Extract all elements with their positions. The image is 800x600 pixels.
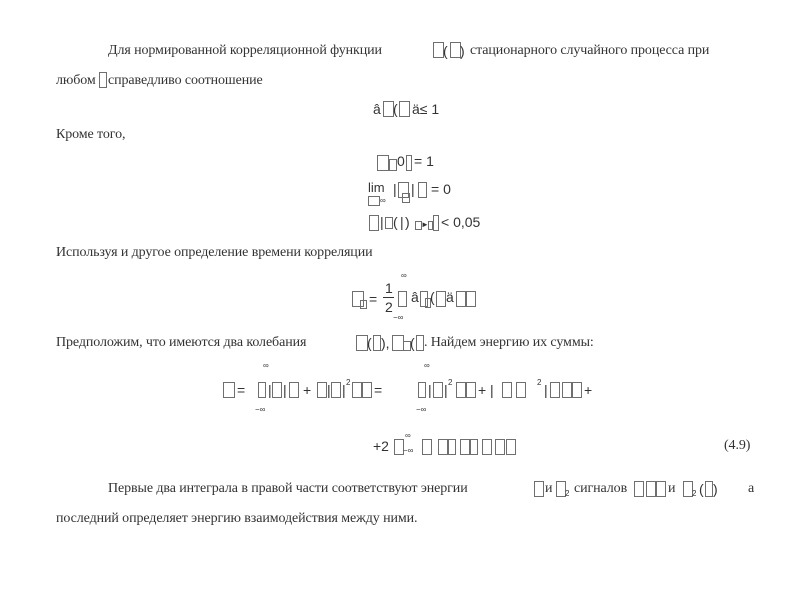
fraction-bar [383,297,394,298]
formula-7-a: +2 [373,438,389,454]
text-p2b: справедливо соотношение [108,73,263,88]
text-last1d: и [668,481,676,496]
symbol-placeholder [438,439,448,455]
symbol-placeholder [373,335,381,351]
paren: ( [430,289,435,305]
text-p1a: Для нормированной корреляционной функции [108,43,382,58]
bar: | [444,382,448,398]
text-p1b: стационарного случайного процесса при [470,43,710,58]
text-last1e: а [748,481,755,496]
symbol-placeholder [418,382,426,398]
bar: | [400,214,404,230]
bar: | [327,382,331,398]
symbol-placeholder [258,382,266,398]
bar: | [283,382,287,398]
symbol-placeholder [385,217,393,229]
paren: ) [405,214,410,230]
symbol-placeholder [705,481,713,497]
text-last1c: сигналов [574,481,628,496]
equation-number: (4.9) [724,438,751,453]
symbol-placeholder [360,300,367,309]
paren: 0 [397,153,405,169]
sub: 2 [565,489,570,498]
formula-3-sub: ∞ [380,196,386,205]
paren: ( [443,43,448,59]
formula-3-lim: lim [368,180,385,195]
symbol-placeholder [331,382,341,398]
sup: 2 [346,378,351,387]
formula-5-b: ä [446,289,454,305]
symbol-placeholder [289,382,299,398]
symbol-placeholder [456,291,466,307]
symbol-placeholder [516,382,526,398]
inf-top: ∞ [424,361,430,370]
symbol-placeholder [317,382,327,398]
formula-5-num: 1 [385,280,393,296]
symbol-placeholder [506,439,516,455]
symbol-placeholder [433,215,439,231]
symbol-placeholder [399,101,410,117]
symbol-placeholder [368,196,380,206]
symbol-placeholder [534,481,544,497]
formula-5-den: 2 [385,299,393,315]
formula-3: = 0 [431,181,451,197]
symbol-placeholder [656,481,666,497]
symbol-placeholder [422,439,432,455]
text-predpol2: . Найдем энергию их суммы: [424,335,594,350]
paren: ) [460,43,465,59]
symbol-placeholder [377,155,389,171]
text-ispolzuya: Используя и другое определение времени корреляции [56,245,373,260]
symbol-placeholder [406,155,412,171]
formula-1-a: â [373,101,381,117]
inf-top: ∞ [401,271,407,280]
paren: ( [393,101,398,117]
text-p2: любом [56,73,96,88]
formula-5-eq: = [369,291,378,307]
symbol-placeholder [448,439,456,455]
text-krome-togo: Кроме того, [56,127,126,142]
formula-1-b: ä≤ 1 [412,101,440,117]
text-predpol: Предположим, что имеются два колебания [56,335,307,350]
formula-6-plus3: + [584,382,593,398]
symbol-placeholder [646,481,656,497]
symbol-placeholder [272,382,282,398]
symbol-placeholder [433,382,443,398]
symbol-placeholder [223,382,235,398]
sub: ► [421,220,429,229]
paren: ) [713,481,718,497]
formula-6-plus2: + [478,382,487,398]
formula-6-eq2: = [374,382,383,398]
symbol-placeholder [466,291,476,307]
symbol-placeholder [418,182,427,198]
symbol-placeholder [550,382,560,398]
symbol-placeholder [562,382,572,398]
paren: ( [367,335,372,351]
text-last2: последний определяет энергию взаимодействия между ними. [56,511,418,526]
text-last1: Первые два интеграла в правой части соответствуют энергии [108,481,468,496]
bar: | [490,382,494,398]
paren: ( [699,481,704,497]
symbol-placeholder [369,215,379,231]
paren: ( [410,335,415,351]
symbol-placeholder [352,382,362,398]
symbol-placeholder [362,382,372,398]
symbol-placeholder [416,335,424,351]
formula-2: = 1 [414,153,434,169]
bar: | [393,181,397,197]
sub: 2 [692,489,697,498]
bar: | [411,181,415,197]
formula-6-eq: = [237,382,246,398]
symbol-placeholder [436,291,446,307]
inf-bot: −∞ [403,446,414,455]
symbol-placeholder [502,382,512,398]
symbol-placeholder [402,193,410,203]
paren: ), [381,335,390,351]
symbol-placeholder [482,439,492,455]
symbol-placeholder [470,439,478,455]
inf-bot: −∞ [393,313,404,322]
formula-5-a: â [411,289,419,305]
inf-bot: −∞ [255,405,266,414]
formula-4: < 0,05 [441,214,481,230]
bar: | [544,382,548,398]
paren: ( [393,214,398,230]
symbol-placeholder [634,481,644,497]
sup: 2 [448,378,453,387]
symbol-placeholder [572,382,582,398]
symbol-placeholder [389,159,397,171]
formula-6-plus: + [303,382,312,398]
inf-top: ∞ [263,361,269,370]
symbol-placeholder [99,72,107,88]
symbol-placeholder [466,382,476,398]
bar: | [342,382,346,398]
symbol-placeholder [460,439,470,455]
sup: 2 [537,378,542,387]
text-last1b: и [545,481,553,496]
symbol-placeholder [495,439,505,455]
bar: | [428,382,432,398]
bar: | [268,382,272,398]
inf-top: ∞ [405,431,411,440]
inf-bot: −∞ [416,405,427,414]
symbol-placeholder [456,382,466,398]
symbol-placeholder [398,291,407,307]
bar: | [380,214,384,230]
